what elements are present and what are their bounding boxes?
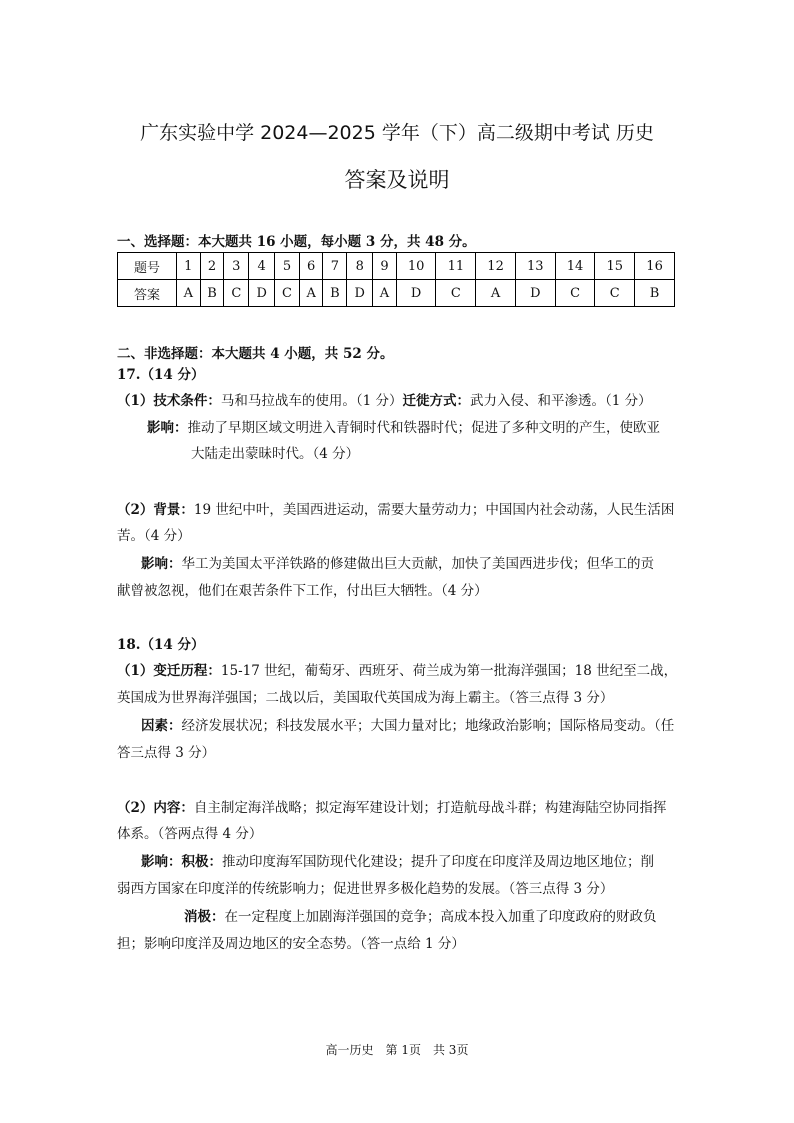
q17-part1 xyxy=(117,388,652,414)
q18-content-text1: 自主制定海洋战略；拟定海军建设计划；打造航母战斗群；构建海陆空协同指挥 xyxy=(193,800,667,816)
q17-background-line1 xyxy=(117,497,674,523)
q17-title xyxy=(117,362,204,388)
q17-impact-line2: 献曾被忽视，他们在艰苦条件下工作，付出巨大牺牲。（4 分） xyxy=(117,583,488,599)
q18-content-label: （2）内容： xyxy=(117,800,194,816)
answer-cell: D xyxy=(249,280,275,307)
q18-content-line2: 体系。（答两点得 4 分） xyxy=(117,826,263,842)
q17-impact-text1: 华工为美国太平洋铁路的修建做出巨大贡献，加快了美国西进步伐；但华工的贡 xyxy=(181,556,654,572)
q18-positive-label: 影响：积极： xyxy=(141,854,222,870)
question-number: 11 xyxy=(436,253,476,280)
question-number: 13 xyxy=(515,253,555,280)
row-header-question: 题号 xyxy=(118,253,177,280)
q18-factors-label: 因素： xyxy=(141,718,182,734)
answer-table xyxy=(117,252,675,307)
answer-cell: C xyxy=(275,280,300,307)
q18-history-line1 xyxy=(117,658,677,684)
q17-impact-label: 影响： xyxy=(141,556,182,572)
q18-positive-line2: 弱西方国家在印度洋的传统影响力；促进世界多极化趋势的发展。（答三点得 3 分） xyxy=(117,881,614,897)
q18-history-label: （1）变迁历程： xyxy=(117,663,221,679)
answer-cell: C xyxy=(224,280,249,307)
section1-heading: 一、选择题：本大题共 16 小题，每小题 3 分，共 48 分。 xyxy=(117,234,476,250)
question-number: 4 xyxy=(249,253,275,280)
question-number: 7 xyxy=(323,253,347,280)
question-number: 2 xyxy=(200,253,224,280)
page-title: 广东实验中学 2024—2025 学年（下）高二级期中考试 历史 xyxy=(140,122,654,144)
q18-history-text1: 15-17 世纪，葡萄牙、西班牙、荷兰成为第一批海洋强国；18 世纪至二战， xyxy=(220,663,678,679)
q17-impact-line1 xyxy=(141,551,654,577)
q18-history-line2: 英国成为世界海洋强国；二战以后，美国取代英国成为海上霸主。（答三点得 3 分） xyxy=(117,690,614,706)
q17-background-label: （2）背景： xyxy=(117,502,194,518)
q17-background-line2: 苦。（4 分） xyxy=(117,528,191,544)
answer-cell: D xyxy=(396,280,436,307)
answer-cell: C xyxy=(436,280,476,307)
answer-cell: B xyxy=(323,280,347,307)
section2-heading: 二、非选择题：本大题共 4 小题，共 52 分。 xyxy=(117,346,394,362)
question-number: 12 xyxy=(476,253,516,280)
answer-cell: D xyxy=(347,280,373,307)
answer-cell: B xyxy=(635,280,675,307)
q17-influence-line2: 大陆走出蒙昧时代。（4 分） xyxy=(191,446,360,462)
question-number: 6 xyxy=(299,253,323,280)
q18-title xyxy=(117,632,204,658)
q17-influence-text1: 推动了早期区域文明进入青铜时代和铁器时代；促进了多种文明的产生，使欧亚 xyxy=(187,420,660,436)
question-number-row xyxy=(118,253,675,280)
question-number: 5 xyxy=(275,253,300,280)
q18-negative-label: 消极： xyxy=(184,909,225,925)
q17-influence-label: 影响： xyxy=(147,420,188,436)
q17-title-text: 17.（14 分） xyxy=(117,367,205,383)
answer-row xyxy=(118,280,675,307)
question-number: 1 xyxy=(177,253,201,280)
q18-negative-text1: 在一定程度上加剧海洋强国的竞争；高成本投入加重了印度政府的财政负 xyxy=(224,909,657,925)
q17-influence-line1 xyxy=(147,415,660,441)
answer-cell: A xyxy=(299,280,323,307)
page-subtitle: 答案及说明 xyxy=(344,168,450,192)
question-number: 14 xyxy=(555,253,595,280)
q17-part1-label: （1）技术条件： xyxy=(117,393,221,409)
question-number: 16 xyxy=(635,253,675,280)
q17-part1-text2: 武力入侵、和平渗透。（1 分） xyxy=(470,393,652,409)
page-footer: 高一历史 第 1页 共 3页 xyxy=(325,1043,469,1057)
answer-cell: A xyxy=(373,280,397,307)
answer-cell: C xyxy=(595,280,635,307)
q18-negative-line1 xyxy=(184,904,657,930)
q18-content-line1 xyxy=(117,795,666,821)
question-number: 15 xyxy=(595,253,635,280)
question-number: 8 xyxy=(347,253,373,280)
q17-part1-label2: 迁徙方式： xyxy=(402,393,471,409)
q18-negative-line2: 担；影响印度洋及周边地区的安全态势。（答一点给 1 分） xyxy=(117,936,465,952)
row-header-answer: 答案 xyxy=(118,280,177,307)
q18-positive-line1 xyxy=(141,849,654,875)
q17-background-text1: 19 世纪中叶，美国西进运动，需要大量劳动力；中国国内社会动荡，人民生活困 xyxy=(193,502,675,518)
answer-cell: C xyxy=(555,280,595,307)
question-number: 9 xyxy=(373,253,397,280)
question-number: 10 xyxy=(396,253,436,280)
question-number: 3 xyxy=(224,253,249,280)
q18-factors-line2: 答三点得 3 分） xyxy=(117,745,216,761)
answer-cell: B xyxy=(200,280,224,307)
q18-factors-line1 xyxy=(141,713,674,739)
answer-cell: D xyxy=(515,280,555,307)
q18-title-text: 18.（14 分） xyxy=(117,637,205,653)
answer-cell: A xyxy=(177,280,201,307)
q17-part1-text: 马和马拉战车的使用。（1 分） xyxy=(220,393,403,409)
q18-positive-text1: 推动印度海军国防现代化建设；提升了印度在印度洋及周边地区地位；削 xyxy=(222,854,654,870)
answer-cell: A xyxy=(476,280,516,307)
q18-factors-text1: 经济发展状况；科技发展水平；大国力量对比；地缘政治影响；国际格局变动。（任 xyxy=(181,718,675,734)
